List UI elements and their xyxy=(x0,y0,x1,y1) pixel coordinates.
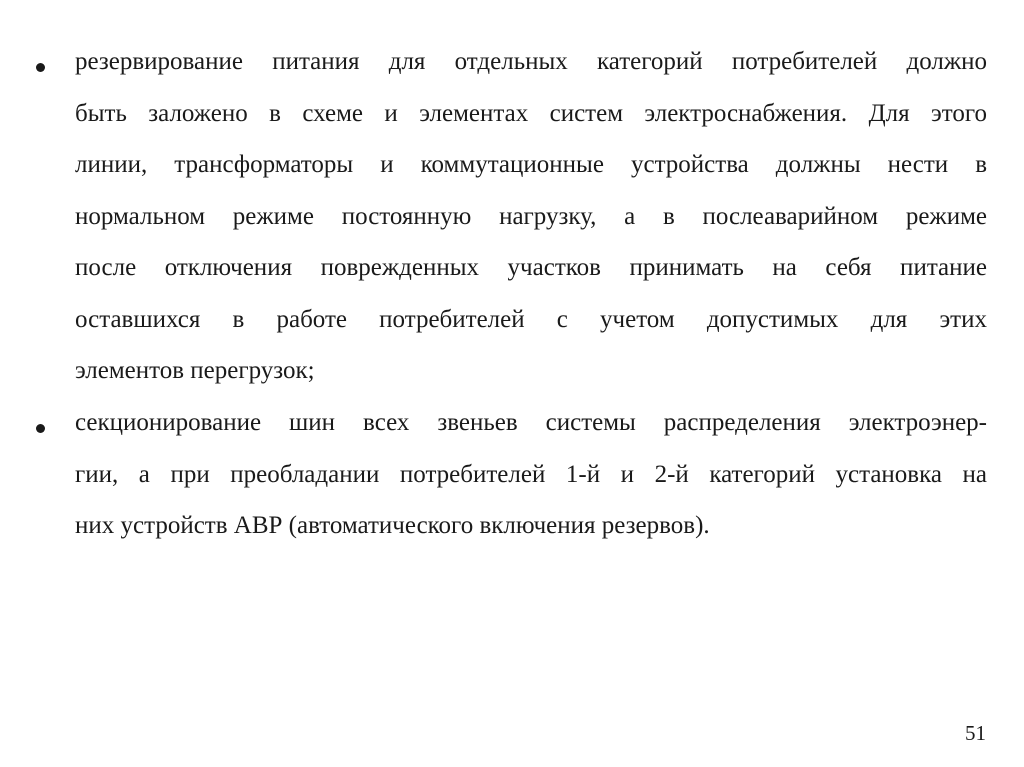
text-line: быть заложено в схеме и элементах систем электроснабжения. Для этого xyxy=(75,99,987,127)
text-line: нормальном режиме постоянную нагрузку, а в послеаварийном режиме xyxy=(75,202,987,230)
text-line: секционирование шин всех звеньев системы распределения электроэнер- xyxy=(75,409,987,436)
text-line: после отключения поврежденных участков принимать на себя питание xyxy=(75,254,987,281)
bullet-item-power-reserve xyxy=(75,47,987,408)
text-line: элементов перегрузок; xyxy=(75,357,315,384)
text-line: них устройств АВР (автоматического включения резервов). xyxy=(75,512,710,539)
bullet-point xyxy=(36,63,45,72)
text-line: резервирование питания для отдельных категорий потребителей должно xyxy=(75,48,987,75)
text-line: линии, трансформаторы и коммутационные устройства должны нести в xyxy=(75,151,987,178)
page-number: 51 xyxy=(965,721,986,745)
bullet-item-bus-sectioning xyxy=(75,408,987,563)
text-line: оставшихся в работе потребителей с учетом допустимых для этих xyxy=(75,305,987,333)
text-line: гии, а при преобладании потребителей 1-й и 2-й категорий установка на xyxy=(75,460,987,488)
bullet-point xyxy=(36,424,45,433)
